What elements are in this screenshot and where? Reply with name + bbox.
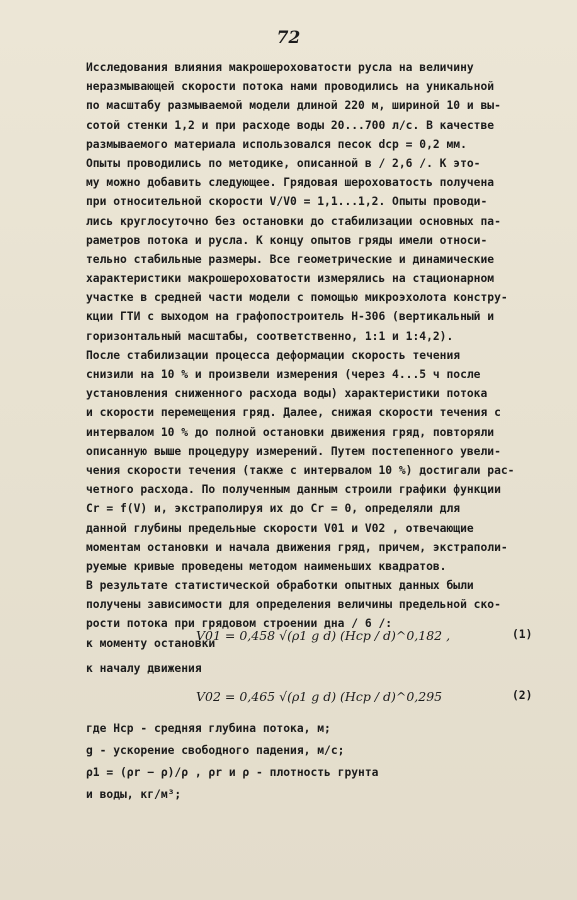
text-line: неразмывающей скорости потока нами проводились на уникальной [86, 80, 495, 94]
text-line: к моменту остановки [86, 636, 216, 650]
text-line: моментам остановки и начала движения гряд, причем, экстраполи- [86, 540, 508, 554]
text-line: руемые кривые проведены методом наименьших квадратов. [86, 559, 447, 573]
label-start-of-motion: к началу движения [86, 662, 202, 675]
text-line: сотой стенки 1,2 и при расходе воды 20...700 л/с. В качестве [86, 118, 495, 132]
where-line: ρ1 = (ρr − ρ)/ρ , ρr и ρ - плотность грунта [86, 766, 379, 779]
text-line: размываемого материала использовался песок dср = 0,2 мм. [86, 137, 467, 151]
text-line: четного расхода. По полученным данным строили графики функции [86, 483, 501, 497]
text-line: получены зависимости для определения величины предельной ско- [86, 598, 501, 612]
text-line: Cr = f(V) и, экстраполируя их до Cr = 0, определяли для [86, 502, 461, 516]
text-line: характеристики макрошероховатости измерялись на стационарном [86, 272, 495, 286]
text-line: установления сниженного расхода воды) характеристики потока [86, 387, 488, 401]
text-line: участке в средней части модели с помощью микроэхолота констру- [86, 291, 508, 305]
where-line: g - ускорение свободного падения, м/с; [86, 744, 345, 757]
text-line: чения скорости течения (также с интервалом 10 %) достигали рас- [86, 463, 515, 477]
equation-number-1: (1) [512, 628, 533, 641]
text-line: В результате статистической обработки опытных данных были [86, 579, 474, 593]
page-number: 72 [276, 28, 301, 48]
where-line: и воды, кг/м³; [86, 788, 182, 801]
formula-1: V01 = 0,458 √(ρ1 g d) (Hср / d)^0,182 , [196, 628, 451, 643]
text-line: му можно добавить следующее. Грядовая шероховатость получена [86, 176, 495, 190]
text-line: данной глубины предельные скорости V01 и V02 , отвечающие [86, 521, 474, 535]
text-line: кции ГТИ с выходом на графопостроитель Н-306 (вертикальный и [86, 310, 495, 324]
text-line: После стабилизации процесса деформации скорость течения [86, 348, 461, 362]
text-line: и скорости перемещения гряд. Далее, снижая скорости течения с [86, 406, 501, 420]
text-line: раметров потока и русла. К концу опытов гряды имели относи- [86, 233, 488, 247]
text-line: рости потока при грядовом строении дна / 6 /: [86, 617, 393, 631]
text-line: по масштабу размываемой модели длиной 220 м, шириной 10 и вы- [86, 99, 501, 113]
formula-2: V02 = 0,465 √(ρ1 g d) (Hср / d)^0,295 [196, 689, 443, 704]
text-line: интервалом 10 % до полной остановки движения гряд, повторяли [86, 425, 495, 439]
text-line: Опыты проводились по методике, описанной в / 2,6 /. К это- [86, 156, 481, 170]
text-line: при относительной скорости V/V0 = 1,1...1,2. Опыты проводи- [86, 195, 488, 209]
text-line: тельно стабильные размеры. Все геометрические и динамические [86, 252, 495, 266]
where-line: где Hср - средняя глубина потока, м; [86, 722, 331, 735]
text-line: снизили на 10 % и произвели измерения (через 4...5 ч после [86, 368, 481, 381]
text-line: Исследования влияния макрошероховатости русла на величину [86, 61, 474, 74]
equation-number-2: (2) [512, 689, 533, 702]
text-line: горизонтальный масштабы, соответственно, 1:1 и 1:4,2). [86, 329, 454, 343]
body-text [86, 58, 542, 653]
text-line: лись круглосуточно без остановки до стабилизации основных па- [86, 214, 501, 228]
text-line: описанную выше процедуру измерений. Путем постепенного увели- [86, 444, 501, 458]
